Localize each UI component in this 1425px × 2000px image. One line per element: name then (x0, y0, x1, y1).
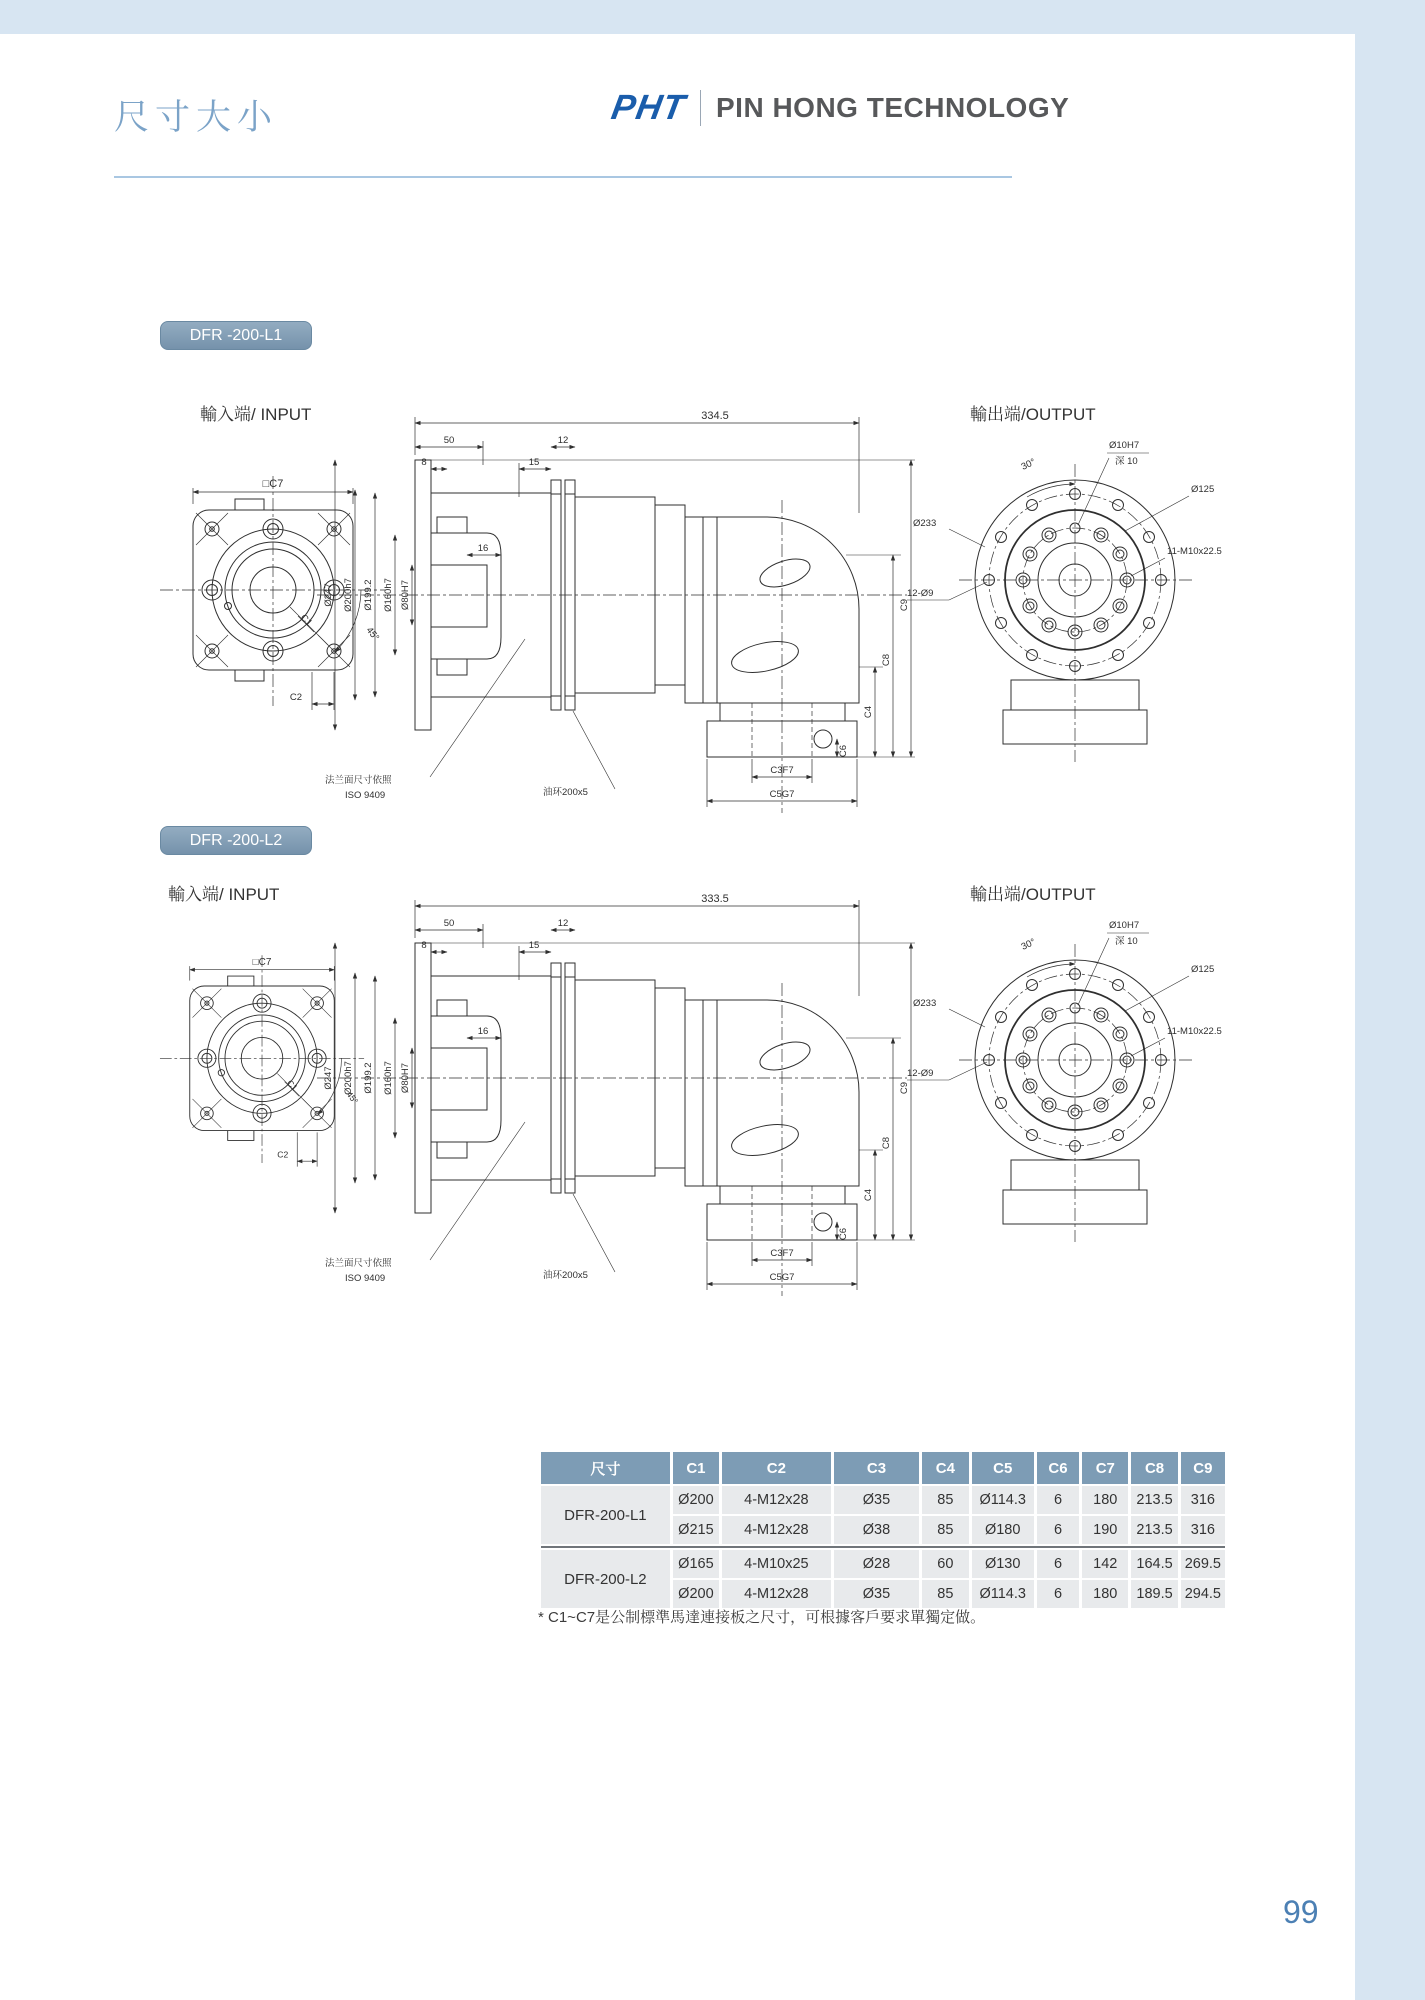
model-name-cell: DFR-200-L2 (541, 1550, 670, 1608)
cell: Ø28 (834, 1550, 920, 1578)
dim-15: 15 (528, 940, 540, 951)
cell: 189.5 (1131, 1580, 1177, 1608)
cell: 60 (922, 1550, 968, 1578)
cell: 213.5 (1131, 1516, 1177, 1544)
model-badge-dfr200l1: DFR -200-L1 (160, 321, 312, 350)
output-label-l1: 輸出端/OUTPUT (970, 405, 1096, 424)
cell: 316 (1181, 1486, 1225, 1514)
header-c5: C5 (972, 1452, 1034, 1484)
dim-c7: □C7 (252, 957, 272, 969)
dim-overall: 333.5 (701, 893, 729, 905)
dimensions-table-container (538, 1450, 1228, 1610)
cell: 294.5 (1181, 1580, 1225, 1608)
cell: 190 (1082, 1516, 1128, 1544)
cell: 4-M12x28 (722, 1580, 831, 1608)
dim-11holes: 11-M10x22.5 (1167, 546, 1222, 557)
cell: 6 (1037, 1486, 1079, 1514)
header-size: 尺寸 (541, 1452, 670, 1484)
l1-output-view-drawing (903, 428, 1263, 800)
dim-16: 16 (477, 1026, 489, 1037)
dim-c3f7: C3F7 (770, 765, 794, 776)
cell: 4-M12x28 (722, 1486, 831, 1514)
dim-c4: C4 (863, 705, 874, 719)
dim-125: Ø125 (1191, 484, 1215, 495)
cell: Ø114.3 (972, 1580, 1034, 1608)
dim-50: 50 (443, 435, 455, 446)
brand-divider (700, 90, 701, 126)
cell: 4-M12x28 (722, 1516, 831, 1544)
dim-233: Ø233 (913, 998, 937, 1009)
dim-80h7: Ø80H7 (400, 1062, 411, 1094)
dim-c6: C6 (838, 1227, 849, 1241)
dim-125: Ø125 (1191, 964, 1215, 975)
cell: Ø38 (834, 1516, 920, 1544)
dim-12: 12 (557, 918, 569, 929)
dim-c4: C4 (863, 1188, 874, 1202)
header-c8: C8 (1131, 1452, 1177, 1484)
cell: 4-M10x25 (722, 1550, 831, 1578)
cell: 85 (922, 1516, 968, 1544)
l1-side-view-drawing (315, 405, 915, 845)
dim-8: 8 (421, 940, 427, 951)
dim-c8: C8 (881, 653, 892, 667)
note-flange-line1: 法兰面尺寸依照 (325, 775, 392, 786)
header-c6: C6 (1037, 1452, 1079, 1484)
page-number: 99 (1283, 1894, 1319, 1930)
input-label-l2: 輸入端/ INPUT (168, 885, 280, 904)
cell: 180 (1082, 1580, 1128, 1608)
brand-header (608, 88, 1070, 128)
cell: 164.5 (1131, 1550, 1177, 1578)
dim-c5g7: C5G7 (769, 789, 795, 800)
table-row (541, 1550, 1225, 1578)
l2-output-view-drawing (903, 908, 1263, 1280)
cell: 6 (1037, 1516, 1079, 1544)
header-c3: C3 (834, 1452, 920, 1484)
dim-c2: C2 (277, 1149, 289, 1160)
dim-12: 12 (557, 435, 569, 446)
page-title: 尺寸大小 (114, 98, 279, 137)
header-c2: C2 (722, 1452, 831, 1484)
dim-c3f7: C3F7 (770, 1248, 794, 1259)
cell: Ø165 (673, 1550, 719, 1578)
note-flange-line1: 法兰面尺寸依照 (325, 1258, 392, 1269)
dim-233: Ø233 (913, 518, 937, 529)
dim-160h7: Ø160h7 (383, 1061, 394, 1095)
dim-199: Ø199.2 (363, 579, 374, 611)
note-oil-ring: 油环200x5 (543, 1270, 588, 1281)
dim-30deg: 30° (1019, 456, 1038, 473)
dim-c8: C8 (881, 1136, 892, 1150)
note-flange-line2: ISO 9409 (345, 1273, 386, 1284)
dim-247: Ø247 (323, 583, 334, 607)
cell: Ø114.3 (972, 1486, 1034, 1514)
table-row (541, 1486, 1225, 1514)
dim-c1: C1 (284, 1077, 300, 1093)
dim-11holes: 11-M10x22.5 (1167, 1026, 1222, 1037)
top-accent-band (0, 0, 1425, 34)
cell: Ø35 (834, 1580, 920, 1608)
dim-50: 50 (443, 918, 455, 929)
dim-overall: 334.5 (701, 410, 729, 422)
header-c7: C7 (1082, 1452, 1128, 1484)
header-rule (114, 176, 1012, 178)
dim-45deg: 45° (363, 625, 382, 644)
output-label-l2: 輸出端/OUTPUT (970, 885, 1096, 904)
dim-c6: C6 (838, 744, 849, 758)
dim-12holes: 12-Ø9 (907, 1068, 934, 1079)
cell: 142 (1082, 1550, 1128, 1578)
header-c4: C4 (922, 1452, 968, 1484)
dim-12holes: 12-Ø9 (907, 588, 934, 599)
note-oil-ring: 油环200x5 (543, 787, 588, 798)
dim-dowel-depth: 深 10 (1115, 936, 1138, 947)
dim-8: 8 (421, 457, 427, 468)
dimensions-table (538, 1450, 1228, 1610)
dim-c1: C1 (297, 612, 315, 629)
dim-200h7: Ø200h7 (343, 1061, 354, 1095)
dim-80h7: Ø80H7 (400, 579, 411, 611)
dim-199: Ø199.2 (363, 1062, 374, 1094)
cell: 180 (1082, 1486, 1128, 1514)
header-c1: C1 (673, 1452, 719, 1484)
dim-30deg: 30° (1019, 936, 1038, 953)
dim-247: Ø247 (323, 1066, 334, 1090)
right-accent-band (1355, 0, 1425, 2000)
cell: Ø200 (673, 1486, 719, 1514)
cell: Ø200 (673, 1580, 719, 1608)
dim-dowel: Ø10H7 (1109, 920, 1140, 931)
dim-c7: □C7 (262, 478, 284, 490)
dim-c9: C9 (899, 1081, 910, 1095)
cell: 6 (1037, 1580, 1079, 1608)
note-flange-line2: ISO 9409 (345, 790, 386, 801)
group-separator (541, 1546, 1225, 1548)
dim-200h7: Ø200h7 (343, 578, 354, 612)
dim-160h7: Ø160h7 (383, 578, 394, 612)
dim-c2: C2 (289, 692, 303, 703)
dim-dowel-depth: 深 10 (1115, 456, 1138, 467)
dim-c5g7: C5G7 (769, 1272, 795, 1283)
l2-side-view-drawing (315, 888, 915, 1328)
brand-name: PIN HONG TECHNOLOGY (716, 92, 1070, 123)
input-label-l1: 輸入端/ INPUT (200, 405, 312, 424)
model-badge-dfr200l2: DFR -200-L2 (160, 826, 312, 855)
dim-45deg: 45° (344, 1089, 361, 1106)
cell: 316 (1181, 1516, 1225, 1544)
cell: 85 (922, 1486, 968, 1514)
cell: 213.5 (1131, 1486, 1177, 1514)
dim-c9: C9 (899, 598, 910, 612)
cell: 85 (922, 1580, 968, 1608)
cell: 269.5 (1181, 1550, 1225, 1578)
cell: Ø35 (834, 1486, 920, 1514)
table-header-row (541, 1452, 1225, 1484)
table-footnote: * C1~C7是公制標準馬達連接板之尺寸，可根據客戶要求單獨定做。 (538, 1609, 986, 1626)
cell: 6 (1037, 1550, 1079, 1578)
dim-15: 15 (528, 457, 540, 468)
cell: Ø215 (673, 1516, 719, 1544)
pht-logo: PHT (608, 88, 689, 127)
cell: Ø180 (972, 1516, 1034, 1544)
header-c9: C9 (1181, 1452, 1225, 1484)
dim-dowel: Ø10H7 (1109, 440, 1140, 451)
model-name-cell: DFR-200-L1 (541, 1486, 670, 1544)
dim-16: 16 (477, 543, 489, 554)
cell: Ø130 (972, 1550, 1034, 1578)
